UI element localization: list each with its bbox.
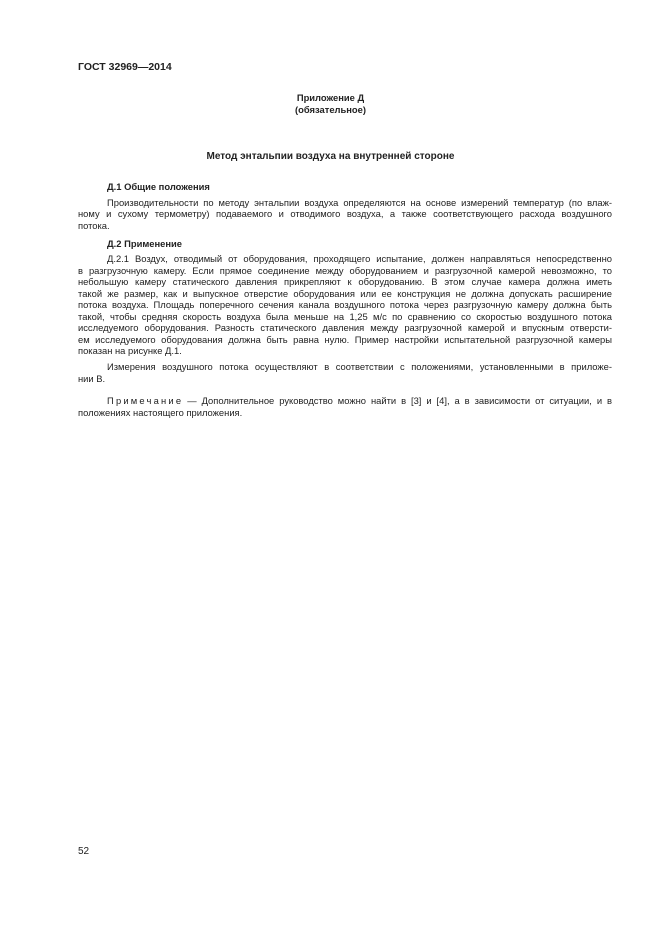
document-code: ГОСТ 32969—2014 [78, 61, 172, 73]
text-line: потока воздуха. Площадь поперечного сечения канала воздушного потока через разгрузочную камеру должна быть [78, 299, 612, 310]
note-line [107, 395, 612, 406]
text-line: Д.2.1 Воздух, отводимый от оборудования, проходящего испытание, должен направляться непосредственно [107, 253, 612, 264]
text-line: положениях настоящего приложения. [78, 407, 243, 418]
text-line: ному и сухому термометру) подаваемого и отводимого воздуха, а также соответствующего расхода воздушного [78, 208, 612, 219]
note-text: — Дополнительное руководство можно найти в [3] и [4], а в зависимости от ситуации, и в [187, 395, 612, 406]
text-line: Производительности по методу энтальпии воздуха определяются на основе измерений температур (по влаж- [107, 197, 612, 208]
page-number: 52 [78, 846, 90, 857]
section-heading: Метод энтальпии воздуха на внутренней стороне [206, 151, 455, 162]
section1-title: Д.1 Общие положения [107, 181, 210, 192]
text-line: нии В. [78, 373, 106, 384]
text-line: небольшую камеру статического давления прикрепляют к оборудованию. В этом случае камера должна иметь [78, 276, 612, 287]
text-line: исследуемого оборудования. Разность статического давления между разгрузочной камерой и впускным отверсти- [78, 322, 612, 333]
text-line: потока. [78, 220, 110, 231]
appendix-title: Приложение Д [296, 92, 365, 103]
note-label: Примечание [107, 395, 184, 406]
text-line: показан на рисунке Д.1. [78, 345, 182, 356]
text-line: Измерения воздушного потока осуществляют в соответствии с положениями, установленными в приложе- [107, 361, 612, 372]
text-line: такой же размер, как и выпускное отверстие оборудования или ее конструкция не должна допускать расширение [78, 288, 612, 299]
section2-title: Д.2 Применение [107, 238, 182, 249]
text-line: такой, чтобы средняя скорость воздуха была меньше на 1,25 м/с по сравнению со скоростью воздушного потока [78, 311, 612, 322]
appendix-status: (обязательное) [295, 104, 366, 115]
text-line: ем исследуемого оборудования должна быть равна нулю. Пример настройки испытательной разгрузочной камеры [78, 334, 612, 345]
text-line: в разгрузочную камеру. Если прямое соединение между оборудованием и разгрузочной камерой невозможно, то [78, 265, 612, 276]
